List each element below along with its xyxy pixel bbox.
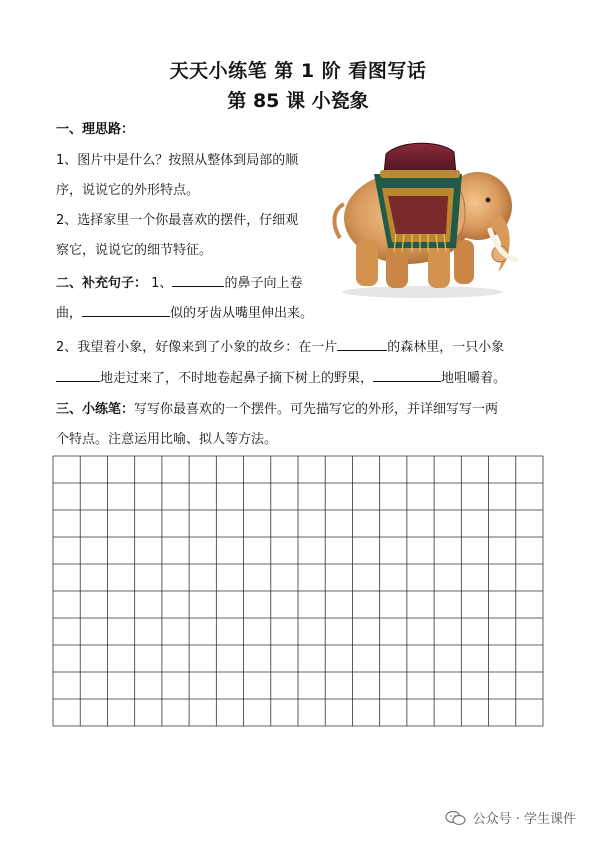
section2-heading: 二、补充句子： <box>56 276 148 291</box>
q1-line2: 序，说说它的外形特点。 <box>56 183 200 198</box>
section2-line2 <box>56 304 313 323</box>
section3-line2: 个特点。注意运用比喻、拟人等方法。 <box>56 432 278 447</box>
fill-blank-4[interactable] <box>56 369 100 382</box>
page-title: 天天小练笔 第 1 阶 看图写话 <box>169 60 427 82</box>
s1-prefix: 1、 <box>151 276 173 291</box>
section2-line3 <box>56 338 504 357</box>
fill-blank-2[interactable] <box>82 304 170 317</box>
section2-line1 <box>56 274 302 293</box>
fill-blank-5[interactable] <box>373 369 441 382</box>
lesson-title: 第 85 课 小瓷象 <box>227 90 369 112</box>
section3-text1: 写写你最喜欢的一个摆件。可先描写它的外形，并详细写写一两 <box>134 402 499 417</box>
porcelain-elephant-image <box>330 130 522 302</box>
wechat-icon <box>445 810 467 826</box>
s1-end: 似的牙齿从嘴里伸出来。 <box>170 306 314 321</box>
section2-line4 <box>56 369 506 388</box>
footer-text: 公众号 · 学生课件 <box>472 812 576 827</box>
s2-cont: 地走过来了，不时地卷起鼻子摘下树上的野果， <box>100 371 374 386</box>
s2-prefix: 2、我望着小象，好像来到了小象的故乡：在一片 <box>56 340 338 355</box>
s2-end: 地咀嚼着。 <box>441 371 507 386</box>
q2-line2: 察它，说说它的细节特征。 <box>56 243 213 258</box>
fill-blank-1[interactable] <box>172 274 224 287</box>
writing-grid[interactable] <box>52 455 544 727</box>
s1-mid: 的鼻子向上卷 <box>224 276 303 291</box>
fill-blank-3[interactable] <box>337 338 387 351</box>
q2-line1: 2、选择家里一个你最喜欢的摆件，仔细观 <box>56 213 299 228</box>
section1-heading: 一、理思路： <box>56 122 135 137</box>
s1-cont: 曲， <box>56 306 83 321</box>
section3-heading: 三、小练笔： <box>56 402 135 417</box>
section3-line1 <box>56 401 498 419</box>
q1-line1: 1、图片中是什么？按照从整体到局部的顺 <box>56 153 299 168</box>
s2-mid: 的森林里，一只小象 <box>387 340 505 355</box>
grid-lines <box>52 455 544 727</box>
footer-watermark <box>445 808 576 827</box>
